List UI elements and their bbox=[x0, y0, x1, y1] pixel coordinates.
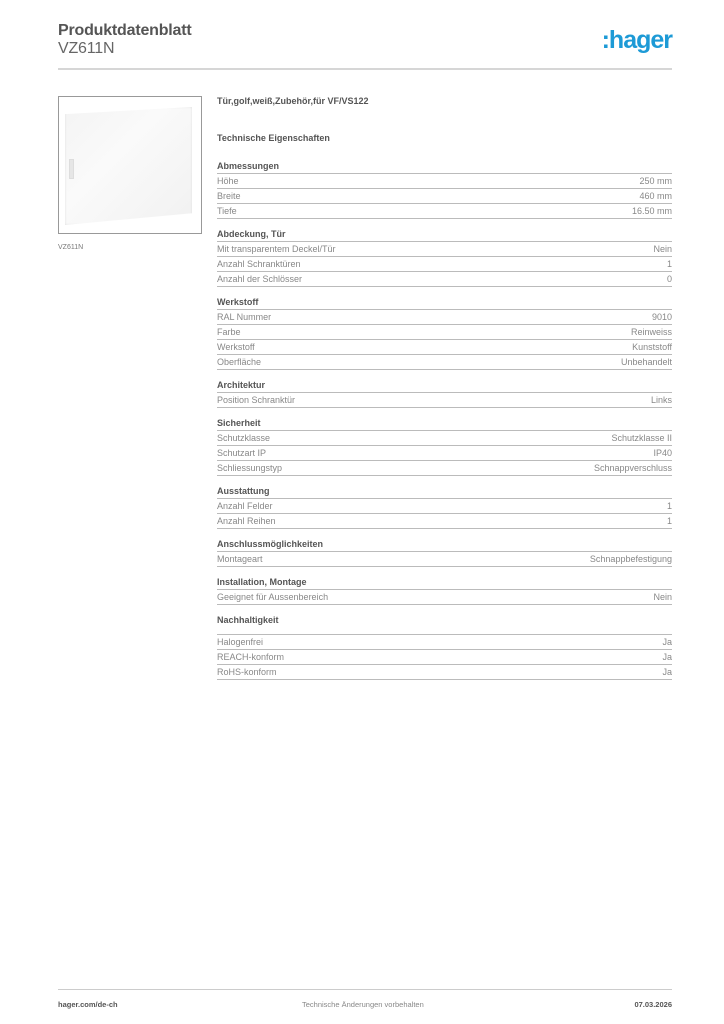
footer-website-link[interactable]: hager.com/de-ch bbox=[58, 1000, 118, 1009]
spec-content bbox=[217, 96, 672, 689]
spec-label: Anzahl Felder bbox=[217, 501, 273, 511]
spec-label: Anzahl der Schlösser bbox=[217, 274, 303, 284]
footer-date: 07.03.2026 bbox=[634, 1000, 672, 1009]
spec-label: Halogenfrei bbox=[217, 637, 264, 647]
spec-label: RAL Nummer bbox=[217, 312, 272, 322]
spec-value: Links bbox=[650, 395, 672, 405]
hager-logo: :hager bbox=[601, 26, 672, 54]
spec-label: Farbe bbox=[217, 327, 241, 337]
spec-value: Schnappverschluss bbox=[593, 463, 672, 473]
spec-value: 16.50 mm bbox=[631, 206, 672, 216]
spec-label: Werkstoff bbox=[217, 342, 255, 352]
spec-value: 0 bbox=[666, 274, 672, 284]
section-title: Architektur bbox=[217, 379, 672, 393]
spec-label: Anzahl Schranktüren bbox=[217, 259, 301, 269]
spec-value: Schnappbefestigung bbox=[589, 554, 672, 564]
section-title: Nachhaltigkeit bbox=[217, 614, 672, 635]
spec-label: Geeignet für Aussenbereich bbox=[217, 592, 329, 602]
section-title: Ausstattung bbox=[217, 485, 672, 499]
header-divider bbox=[58, 68, 672, 70]
spec-row bbox=[217, 325, 672, 340]
spec-value: Nein bbox=[653, 592, 672, 602]
spec-label: Breite bbox=[217, 191, 241, 201]
spec-section bbox=[217, 485, 672, 529]
spec-label: Mit transparentem Deckel/Tür bbox=[217, 244, 336, 254]
spec-row bbox=[217, 635, 672, 650]
spec-section bbox=[217, 379, 672, 408]
spec-section bbox=[217, 296, 672, 370]
spec-value: Schutzklasse II bbox=[611, 433, 672, 443]
spec-value: IP40 bbox=[653, 448, 672, 458]
spec-label: REACH-konform bbox=[217, 652, 285, 662]
section-title: Werkstoff bbox=[217, 296, 672, 310]
page-header bbox=[58, 20, 672, 70]
spec-value: 460 mm bbox=[639, 191, 672, 201]
spec-row bbox=[217, 174, 672, 189]
spec-label: Schliessungstyp bbox=[217, 463, 283, 473]
door-panel-illustration bbox=[65, 107, 192, 225]
spec-section bbox=[217, 417, 672, 476]
spec-section bbox=[217, 614, 672, 680]
spec-value: 9010 bbox=[651, 312, 672, 322]
door-handle-icon bbox=[69, 159, 74, 179]
spec-row bbox=[217, 310, 672, 325]
spec-label: Anzahl Reihen bbox=[217, 516, 276, 526]
spec-value: 1 bbox=[666, 259, 672, 269]
spec-label: RoHS-konform bbox=[217, 667, 277, 677]
footer-disclaimer: Technische Änderungen vorbehalten bbox=[302, 1000, 424, 1009]
product-image bbox=[58, 96, 202, 234]
spec-row bbox=[217, 431, 672, 446]
spec-section bbox=[217, 228, 672, 287]
spec-row bbox=[217, 650, 672, 665]
spec-section bbox=[217, 160, 672, 219]
spec-row bbox=[217, 189, 672, 204]
spec-value: Nein bbox=[653, 244, 672, 254]
spec-row bbox=[217, 446, 672, 461]
document-title: Produktdatenblatt bbox=[58, 22, 192, 39]
spec-row bbox=[217, 552, 672, 567]
section-title: Abdeckung, Tür bbox=[217, 228, 672, 242]
spec-row bbox=[217, 590, 672, 605]
spec-row bbox=[217, 355, 672, 370]
spec-label: Höhe bbox=[217, 176, 239, 186]
spec-value: Ja bbox=[662, 667, 672, 677]
spec-row bbox=[217, 340, 672, 355]
spec-label: Schutzart IP bbox=[217, 448, 267, 458]
spec-label: Oberfläche bbox=[217, 357, 262, 367]
section-title: Abmessungen bbox=[217, 160, 672, 174]
section-title: Sicherheit bbox=[217, 417, 672, 431]
spec-row bbox=[217, 272, 672, 287]
spec-value: Kunststoff bbox=[632, 342, 672, 352]
footer-divider bbox=[58, 989, 672, 990]
spec-row bbox=[217, 393, 672, 408]
product-description: Tür,golf,weiß,Zubehör,für VF/VS122 bbox=[217, 96, 369, 106]
spec-value: Unbehandelt bbox=[620, 357, 672, 367]
spec-value: Reinweiss bbox=[630, 327, 672, 337]
spec-row bbox=[217, 461, 672, 476]
product-code: VZ611N bbox=[58, 40, 115, 57]
spec-label: Tiefe bbox=[217, 206, 237, 216]
spec-row bbox=[217, 242, 672, 257]
spec-section bbox=[217, 538, 672, 567]
technical-properties-heading: Technische Eigenschaften bbox=[217, 133, 330, 143]
spec-row bbox=[217, 665, 672, 680]
spec-value: 250 mm bbox=[639, 176, 672, 186]
spec-row bbox=[217, 257, 672, 272]
spec-sections bbox=[217, 160, 672, 680]
spec-value: 1 bbox=[666, 516, 672, 526]
spec-row bbox=[217, 204, 672, 219]
image-caption: VZ611N bbox=[58, 244, 84, 251]
spec-value: 1 bbox=[666, 501, 672, 511]
spec-label: Schutzklasse bbox=[217, 433, 271, 443]
section-title: Anschlussmöglichkeiten bbox=[217, 538, 672, 552]
spec-row bbox=[217, 514, 672, 529]
spec-value: Ja bbox=[662, 637, 672, 647]
spec-label: Position Schranktür bbox=[217, 395, 296, 405]
spec-value: Ja bbox=[662, 652, 672, 662]
section-title: Installation, Montage bbox=[217, 576, 672, 590]
spec-row bbox=[217, 499, 672, 514]
spec-label: Montageart bbox=[217, 554, 263, 564]
spec-section bbox=[217, 576, 672, 605]
